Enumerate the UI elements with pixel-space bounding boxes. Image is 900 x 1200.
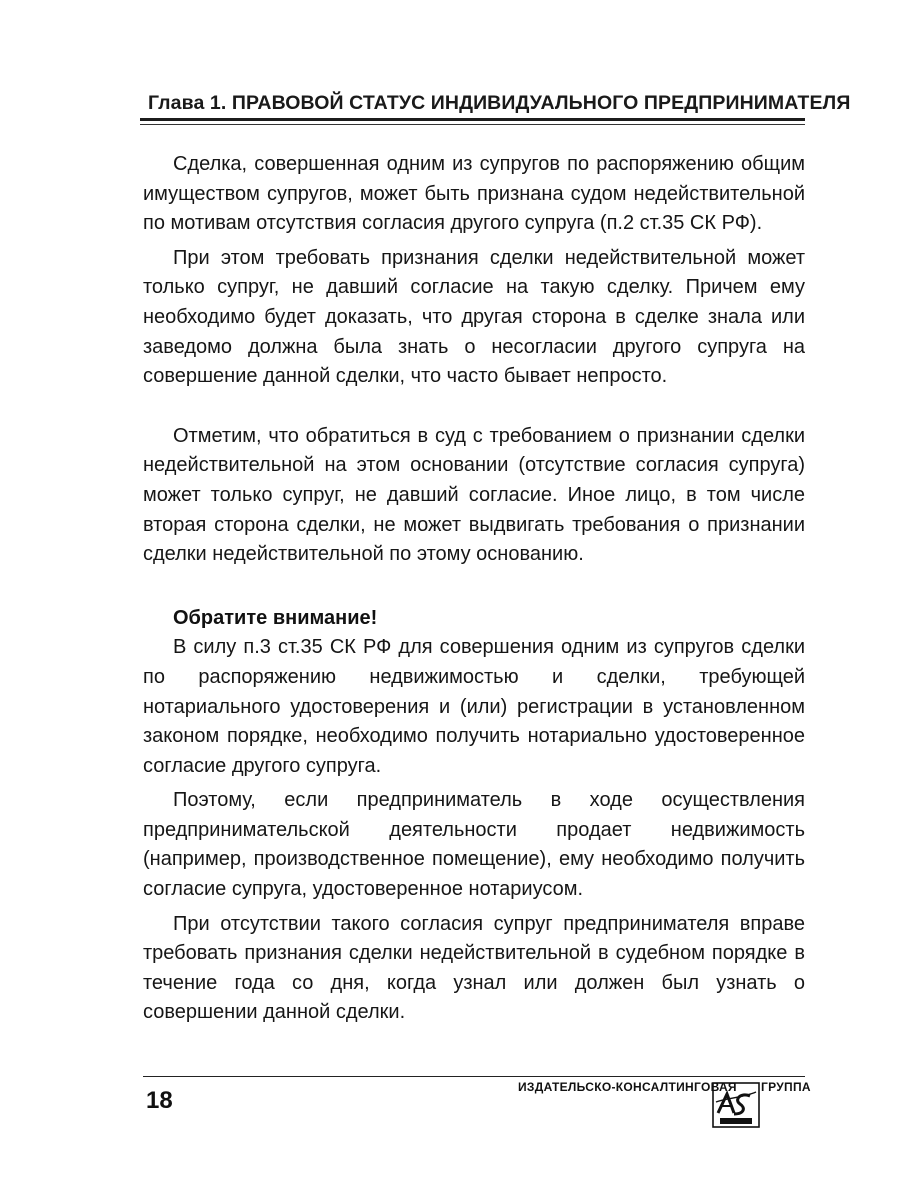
paragraph: Отметим, что обратиться в суд с требованием о признании сделки недействительной на этом основании (отсутствие согласия супруга) может только супруг, не давший согласие. Иное лицо, в том числе вторая сторона сделки, не может выдвигать требования о признании сделки недействительной по этому основанию. (143, 424, 805, 566)
notice-paragraph: Поэтому, если предприниматель в ходе осуществления предпринимательской деятельности продает недвижимость (например, производственное помещение), ему необходимо получить согласие супруга, удостоверенное нотариусом. (143, 789, 805, 901)
publisher-group-label: ГРУППА (761, 1080, 811, 1094)
footer-rule (143, 1076, 805, 1077)
page-body (143, 150, 805, 1028)
notice-paragraph: При отсутствии такого согласия супруг предпринимателя вправе требовать признания сделки недействительной в судебном порядке в течение года со дня, когда узнал или должен был узнать о совершении данной сделки. (143, 912, 805, 1024)
publisher-logo-icon (712, 1082, 760, 1128)
page-number: 18 (146, 1087, 173, 1114)
paragraph: При этом требовать признания сделки недействительной может только супруг, не давший согласие на такую сделку. Причем ему необходимо будет доказать, что другая сторона в сделке знала или заведомо должна была знать о несогласии другого супруга на совершение данной сделки, что часто бывает непросто. (143, 246, 805, 388)
paragraph: Сделка, совершенная одним из супругов по распоряжению общим имуществом супругов, может быть признана судом недействительной по мотивам отсутствия согласия другого супруга (п.2 ст.35 СК РФ). (143, 153, 805, 235)
running-header: Глава 1. ПРАВОВОЙ СТАТУС ИНДИВИДУАЛЬНОГО ПРЕДПРИНИМАТЕЛЯ (148, 92, 851, 114)
notice-paragraph: В силу п.3 ст.35 СК РФ для совершения одним из супругов сделки по распоряжению недвижимостью и сделки, требующей нотариального удостоверения и (или) регистрации в установленном законом порядке, необходимо получить нотариально удостоверенное согласие другого супруга. (143, 636, 805, 777)
publisher-name: ИЗДАТЕЛЬСКО-КОНСАЛТИНГОВАЯ (518, 1080, 737, 1094)
header-rule (140, 118, 805, 121)
header-rule-thin (140, 124, 805, 125)
notice-title: Обратите внимание! (173, 606, 378, 629)
